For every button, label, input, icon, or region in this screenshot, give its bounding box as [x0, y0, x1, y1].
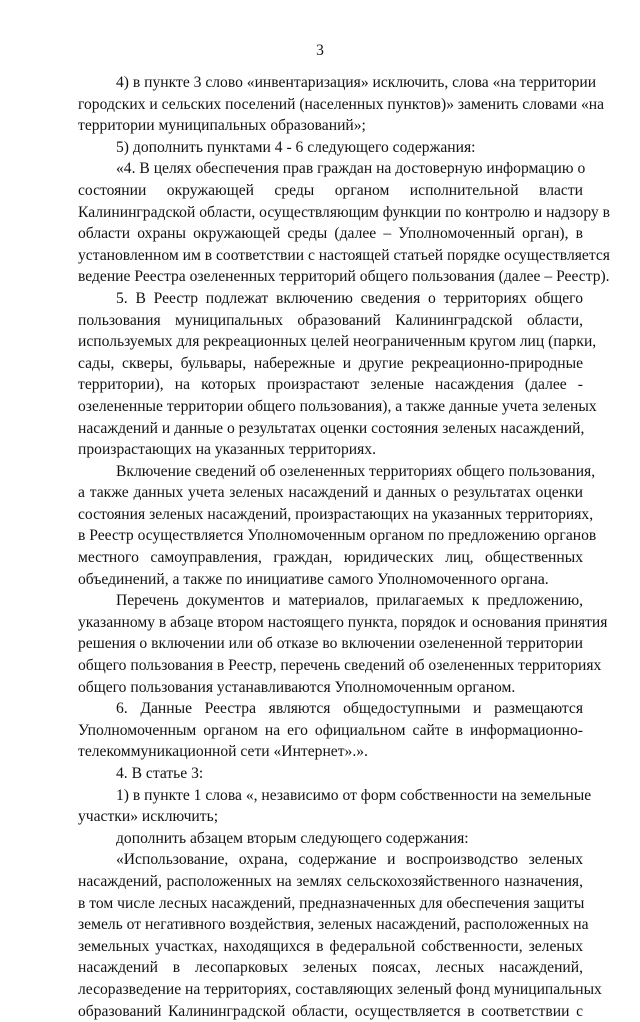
text-line: указанному в абзаце втором настоящего пункта, порядок и основания принятия — [78, 613, 608, 631]
text-line: 4. В статье 3: — [116, 765, 204, 782]
text-line: пользования муниципальных образований Калининградской области, — [78, 311, 583, 329]
text-line: в том числе лесных насаждений, предназначенных для обеспечения защиты — [78, 894, 585, 912]
text-line: объединений, а также по инициативе самого Уполномоченного органа. — [78, 570, 549, 588]
text-line: территории), на которых произрастают зеленые насаждения (далее - — [78, 376, 583, 394]
text-line: насаждений, расположенных на землях сельскохозяйственного назначения, — [78, 872, 583, 890]
text-line: лесоразведение на территориях, составляющих зеленый фонд муниципальных — [78, 980, 602, 998]
text-line: состояния зеленых насаждений, произрастающих на указанных территориях, — [78, 505, 594, 523]
document-body — [78, 72, 610, 1022]
text-line: Калининградской области, осуществляющим функции по контролю и надзору в — [78, 203, 610, 221]
text-line: произрастающих на указанных территориях. — [78, 441, 376, 459]
text-line: общего пользования устанавливаются Уполномоченным органом. — [78, 678, 516, 696]
text-line: территории муниципальных образований»; — [78, 117, 366, 135]
text-line: сады, скверы, бульвары, набережные и другие рекреационно-природные — [78, 354, 583, 372]
text-line: используемых для рекреационных целей неограниченным кругом лиц (парки, — [78, 333, 597, 351]
text-line: Перечень документов и материалов, прилагаемых к предложению, — [116, 592, 583, 610]
text-line: ведение Реестра озелененных территорий общего пользования (далее – Реестр). — [78, 268, 610, 286]
text-line: земель от негативного воздействия, зеленых насаждений, расположенных на — [78, 916, 589, 934]
text-line: насаждений и данные о результатах оценки состояния зеленых насаждений, — [78, 419, 585, 437]
text-line: состоянии окружающей среды органом исполнительной власти — [78, 181, 583, 199]
text-line: озелененные территории общего пользования), а также данные учета зеленых — [78, 397, 597, 415]
text-line: решения о включении или об отказе во включении озелененной территории — [78, 635, 583, 653]
page-number: 3 — [316, 42, 324, 59]
text-line: а также данных учета зеленых насаждений и данных о результатах оценки — [78, 484, 583, 502]
text-line: 6. Данные Реестра являются общедоступными и размещаются — [116, 700, 583, 718]
text-line: установленном им в соответствии с настоящей статьей порядке осуществляется — [78, 246, 610, 264]
text-line: земельных участках, находящихся в федеральной собственности, зеленых — [78, 937, 583, 955]
text-line: местного самоуправления, граждан, юридических лиц, общественных — [78, 549, 583, 567]
text-line: Включение сведений об озелененных территориях общего пользования, — [116, 462, 596, 480]
text-line: 5. В Реестр подлежат включению сведения о территориях общего — [116, 289, 583, 307]
text-line: Уполномоченным органом на его официальном сайте в информационно- — [78, 721, 583, 739]
text-line: образований Калининградской области, осуществляется в соответствии с — [78, 1002, 583, 1020]
text-line: участки» исключить; — [78, 808, 219, 826]
text-line: телекоммуникационной сети «Интернет».». — [78, 743, 368, 761]
text-line: «Использование, охрана, содержание и воспроизводство зеленых — [116, 851, 583, 869]
text-line: области охраны окружающей среды (далее – Уполномоченный орган), в — [78, 225, 583, 243]
text-line: 1) в пункте 1 слова «, независимо от форм собственности на земельные — [116, 786, 592, 804]
text-line: насаждений в лесопарковых зеленых поясах, лесных насаждений, — [78, 959, 583, 977]
text-line: «4. В целях обеспечения прав граждан на достоверную информацию о — [116, 160, 586, 178]
text-line: городских и сельских поселений (населенных пунктов)» заменить словами «на — [78, 95, 605, 113]
text-line: 4) в пункте 3 слово «инвентаризация» исключить, слова «на территории — [116, 74, 597, 91]
text-line: общего пользования в Реестр, перечень сведений об озелененных территориях — [78, 657, 602, 675]
text-line: дополнить абзацем вторым следующего содержания: — [116, 829, 469, 847]
text-line: 5) дополнить пунктами 4 - 6 следующего содержания: — [116, 138, 476, 156]
text-line: в Реестр осуществляется Уполномоченным органом по предложению органов — [78, 527, 597, 545]
